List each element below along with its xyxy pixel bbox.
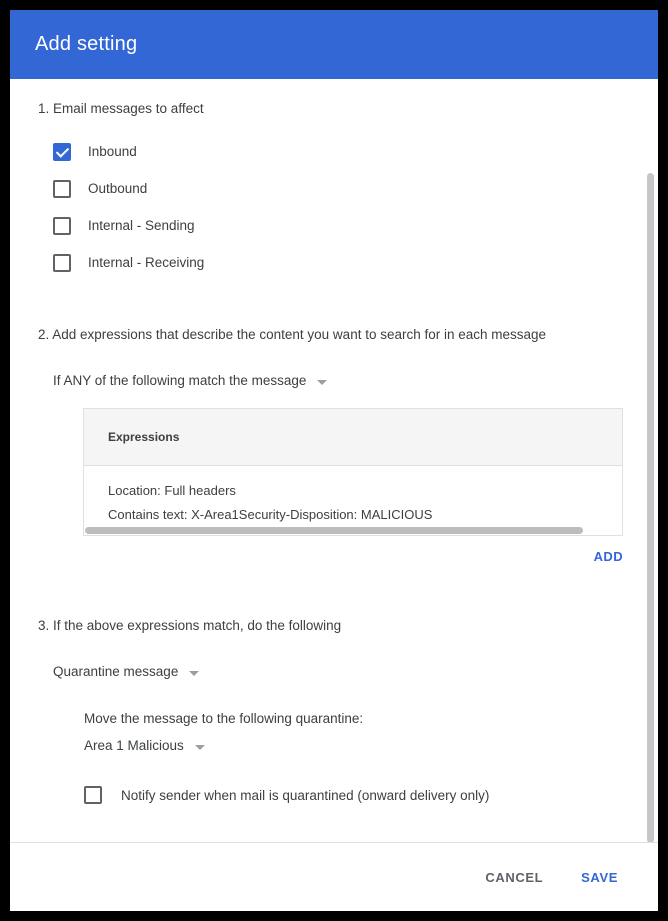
checkbox-internal-sending-icon[interactable] — [53, 217, 71, 235]
table-row[interactable]: Location: Full headers — [108, 483, 236, 498]
checkbox-notify-sender-icon[interactable] — [84, 786, 102, 804]
expressions-table-header — [84, 409, 622, 466]
quarantine-dropdown[interactable] — [84, 738, 205, 753]
checkbox-internal-receiving-icon[interactable] — [53, 254, 71, 272]
save-button[interactable]: SAVE — [567, 860, 632, 895]
checkbox-label-internal-receiving: Internal - Receiving — [88, 255, 205, 270]
body-bottom-spacer — [38, 804, 630, 843]
chevron-down-icon — [189, 671, 199, 676]
dialog-header — [10, 10, 658, 79]
dialog-footer — [10, 843, 658, 911]
add-setting-dialog — [10, 10, 658, 911]
dialog-title: Add setting — [35, 33, 138, 55]
section-label-expressions: 2. Add expressions that describe the content you want to search for in each message — [38, 327, 547, 342]
expressions-section — [38, 325, 630, 566]
expressions-horizontal-scrollbar[interactable] — [84, 526, 622, 535]
dialog-scrollbar-thumb[interactable] — [647, 173, 654, 843]
chevron-down-icon — [317, 380, 327, 385]
checkbox-label-inbound: Inbound — [88, 144, 137, 159]
add-expression-button[interactable]: ADD — [593, 549, 623, 564]
add-expression-row — [38, 548, 623, 566]
checkbox-row-internal-sending[interactable] — [38, 207, 630, 244]
checkbox-label-internal-sending: Internal - Sending — [88, 218, 195, 233]
match-type-dropdown-value: If ANY of the following match the message — [53, 373, 307, 388]
checkbox-row-internal-receiving[interactable] — [38, 244, 630, 281]
section-label-email-messages: 1. Email messages to affect — [38, 101, 204, 116]
cancel-button[interactable]: CANCEL — [471, 860, 557, 895]
chevron-down-icon — [195, 745, 205, 750]
dialog-scrollbar[interactable] — [649, 81, 656, 840]
email-messages-checkbox-list — [38, 133, 630, 281]
section-label-action: 3. If the above expressions match, do the following — [38, 618, 342, 633]
checkbox-row-inbound[interactable] — [38, 133, 630, 170]
expressions-table — [83, 408, 623, 536]
expressions-column-header: Expressions — [108, 430, 180, 444]
checkbox-label-notify-sender: Notify sender when mail is quarantined (onward delivery only) — [121, 787, 490, 803]
action-section — [38, 616, 630, 804]
checkbox-label-outbound: Outbound — [88, 181, 148, 196]
notify-sender-row[interactable] — [84, 786, 630, 804]
checkbox-row-outbound[interactable] — [38, 170, 630, 207]
match-type-dropdown[interactable] — [53, 373, 327, 388]
expressions-horizontal-scrollbar-thumb[interactable] — [85, 527, 583, 534]
expressions-table-body — [84, 466, 622, 535]
table-row[interactable]: Contains text: X-Area1Security-Disposition: MALICIOUS — [108, 507, 433, 522]
dialog-body — [10, 79, 658, 843]
quarantine-dropdown-value: Area 1 Malicious — [84, 738, 184, 753]
action-dropdown-value: Quarantine message — [53, 664, 179, 679]
checkbox-inbound-icon[interactable] — [53, 143, 71, 161]
checkbox-outbound-icon[interactable] — [53, 180, 71, 198]
quarantine-instruction-text: Move the message to the following quarantine: — [84, 711, 364, 726]
action-dropdown[interactable] — [53, 664, 199, 679]
